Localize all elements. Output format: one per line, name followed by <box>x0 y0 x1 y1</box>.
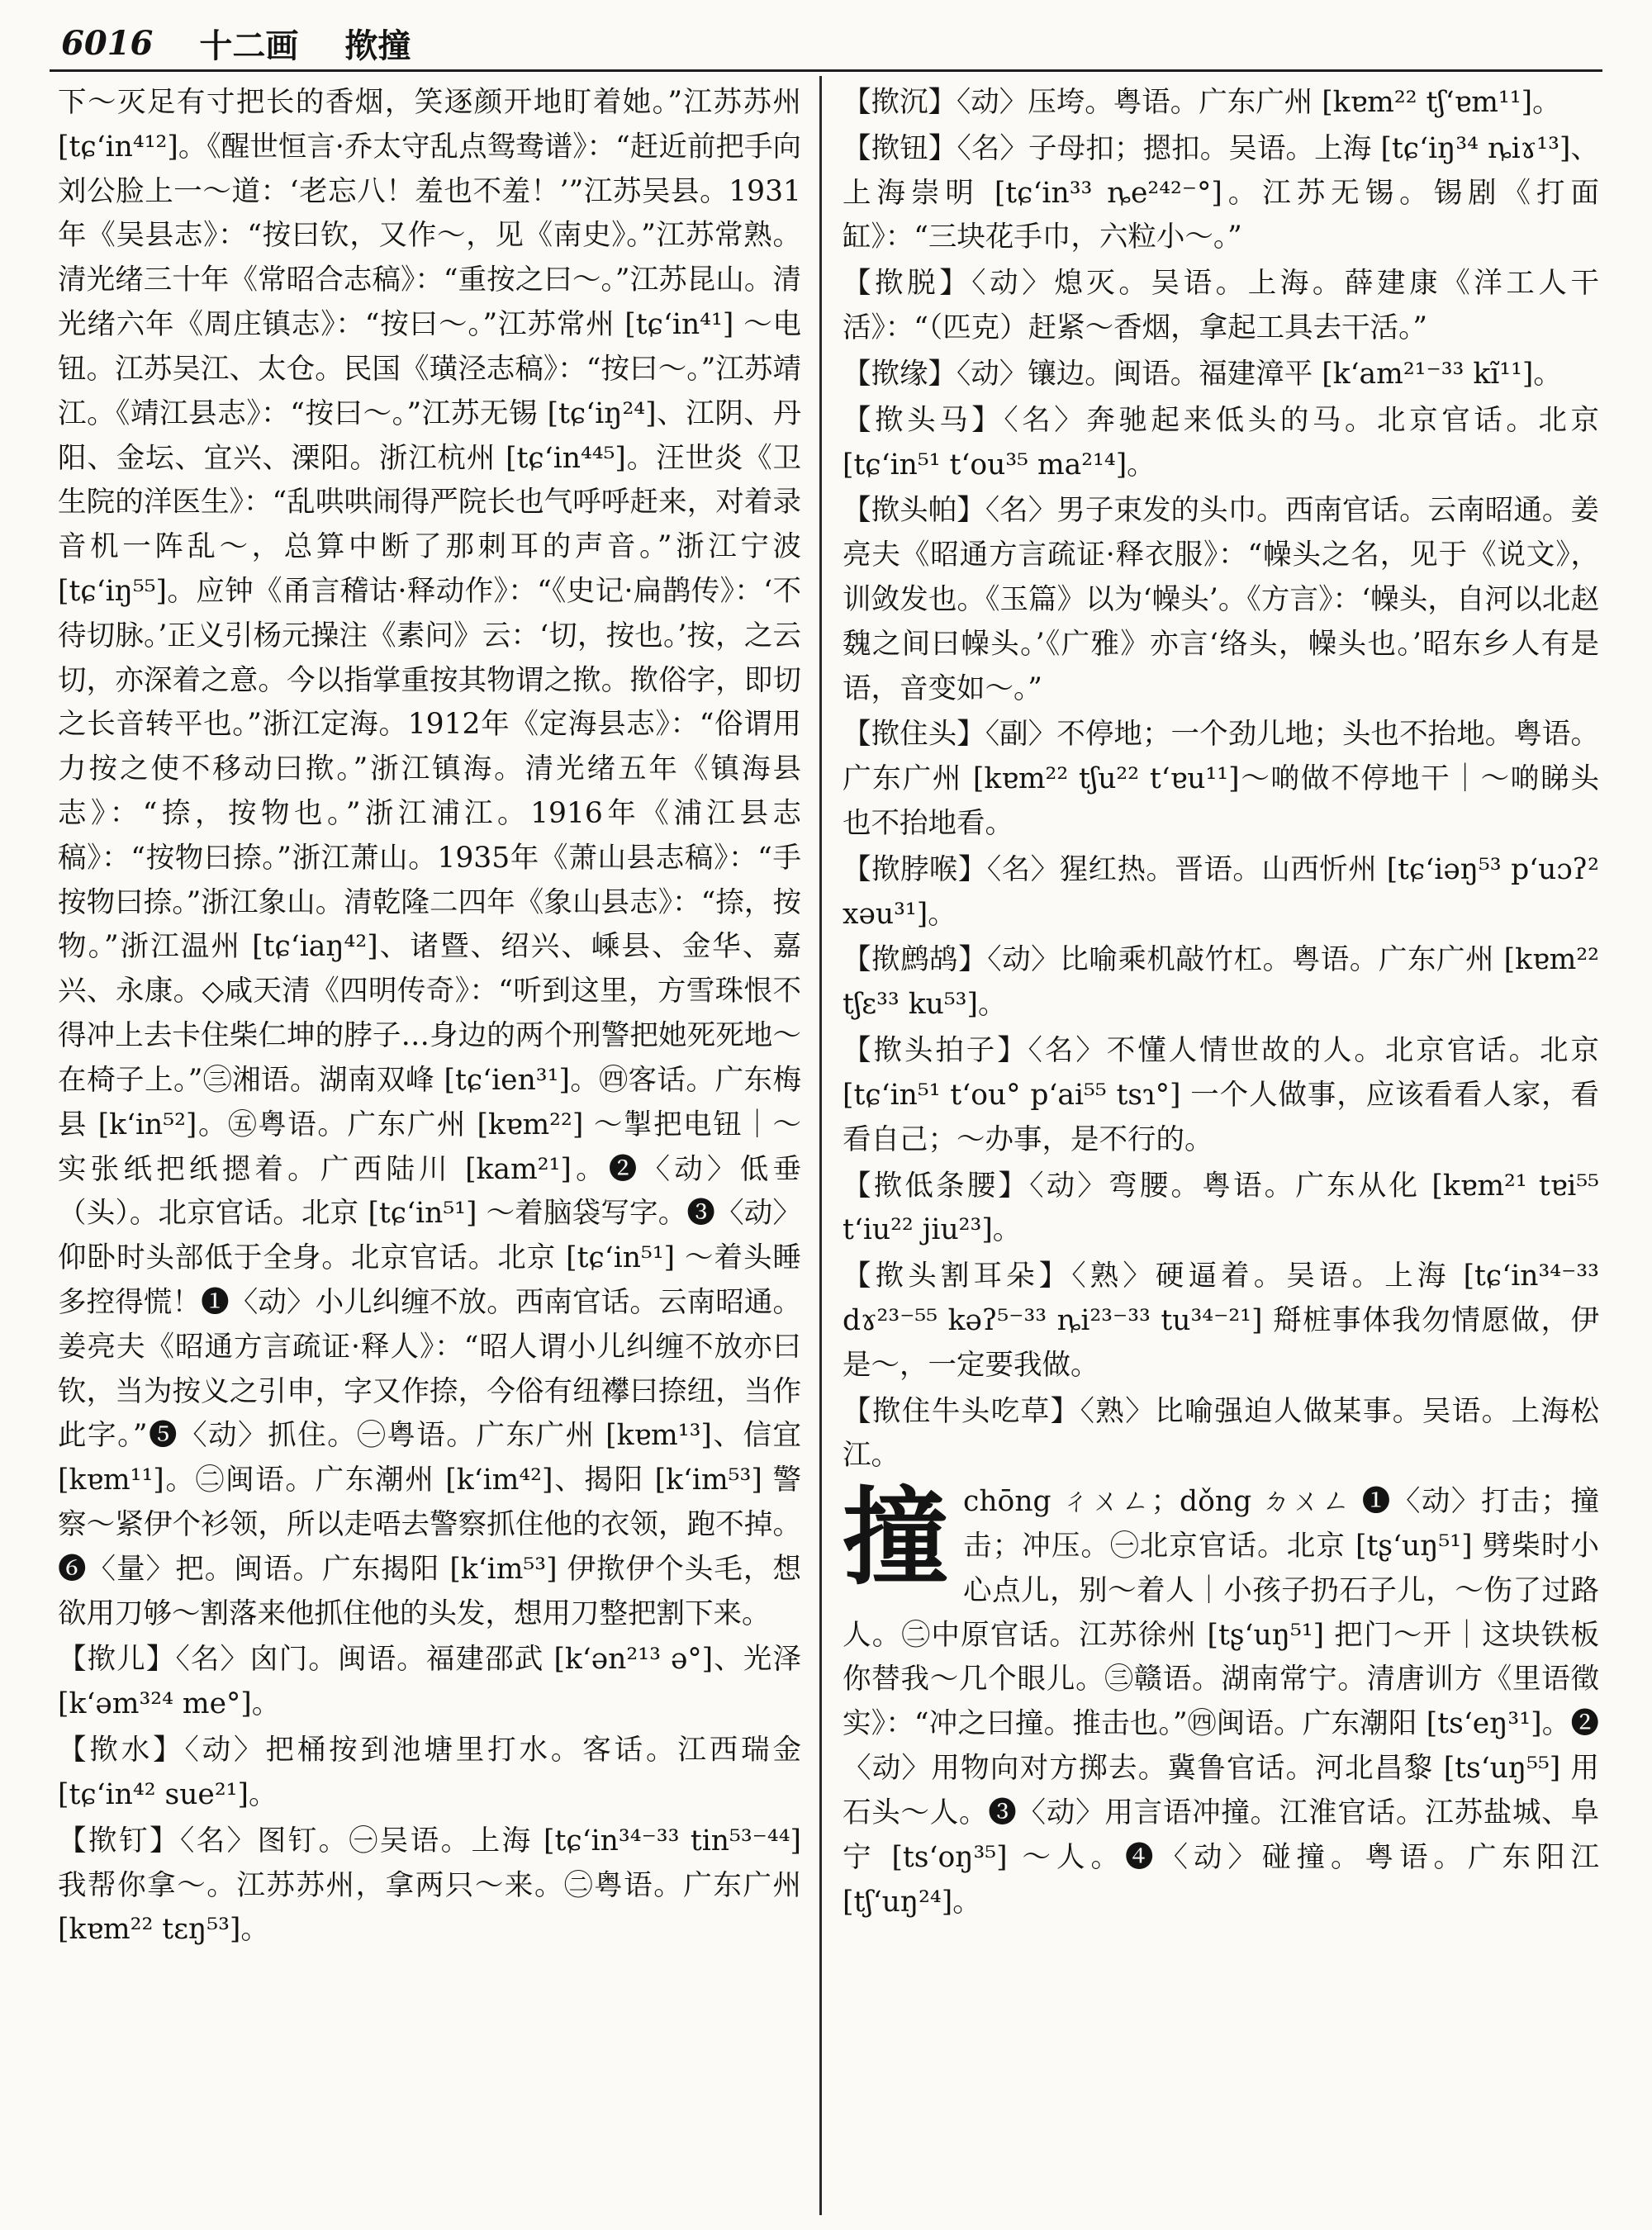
page-header <box>61 20 1597 66</box>
entry-qin-bo-hou: 【揿脖喉】〈名〉猩红热。晋语。山西忻州 [tɕʻiəŋ⁵³ pʻuɔʔ² xəu³¹]。 <box>843 852 1599 931</box>
header-characters: 揿撞 <box>344 26 411 65</box>
left-column <box>58 81 801 2217</box>
entry-qin-di-tiao-yao: 【揿低条腰】〈动〉弯腰。粤语。广东从化 [kɐm²¹ tɐi⁵⁵ tʻiu²² jiu²³]。 <box>843 1169 1599 1247</box>
column-divider <box>819 76 822 2215</box>
entry-qin-zhu-tou: 【揿住头】〈副〉不停地；一个劲儿地；头也不抬地。粤语。广东广州 [kɐm²² tʃu²² tʻɐu¹¹]～啲做不停地干｜～啲睇头也不抬地看。 <box>843 718 1599 840</box>
entry-continuation: 下～灭足有寸把长的香烟，笑逐颜开地盯着她。”江苏苏州 [tɕʻin⁴¹²]。《醒世恒言·乔太守乱点鸳鸯谱》：“赶近前把手向刘公脸上一～道：‘老忘八！羞也不羞！’”江苏吴县。1931年《吴县志》：“按曰钦，又作～，见《南史》。”江苏常熟。清光绪三十年《常昭合志稿》：“重按之曰～。”江苏昆山。清光绪六年《周庄镇志》：“按曰～。”江苏常州 [tɕʻin⁴¹] ～电钮。江苏吴江、太仓。民国《璜泾志稿》：“按曰～。”江苏靖江。《靖江县志》：“按曰～。”江苏无锡 [tɕʻiŋ²⁴]、江阴、丹阳、金坛、宜兴、溧阳。浙江杭州 [tɕʻin⁴⁴⁵]。汪世炎《卫生院的洋医生》：“乱哄哄闹得严院长也气呼呼赶来，对着录音机一阵乱～，总算中断了那刺耳的声音。”浙江宁波 [tɕʻiŋ⁵⁵]。应钟《甬言稽诂·释动作》：“《史记·扁鹊传》：‘不待切脉。’正义引杨元操注《素问》云：‘切，按也。’按，之云切，亦深着之意。今以指掌重按其物谓之揿。揿俗字，即切之长音转平也。”浙江定海。1912年《定海县志》：“俗谓用力按之使不移动曰揿。”浙江镇海。清光绪五年《镇海县志》：“捺，按物也。”浙江浦江。1916年《浦江县志稿》：“按物曰捺。”浙江萧山。1935年《萧山县志稿》：“手按物曰捺。”浙江象山。清乾隆二四年《象山县志》：“捺，按物。”浙江温州 [tɕʻiaŋ⁴²]、诸暨、绍兴、嵊县、金华、嘉兴、永康。◇咸天清《四明传奇》：“听到这里，方雪珠恨不得冲上去卡住柴仁坤的脖子…身边的两个刑警把她死死地～在椅子上。”㊂湘语。湖南双峰 [tɕʻien³¹]。㊃客话。广东梅县 [kʻin⁵²]。㊄粤语。广东广州 [kɐm²²] ～掣把电钮｜～实张纸把纸摁着。广西陆川 [kam²¹]。❷〈动〉低垂（头）。北京官话。北京 [tɕʻin⁵¹] ～着脑袋写字。❸〈动〉仰卧时头部低于全身。北京官话。北京 [tɕʻin⁵¹] ～着头睡多控得慌！❶〈动〉小儿纠缠不放。西南官话。云南昭通。姜亮夫《昭通方言疏证·释人》：“昭人谓小儿纠缠不放亦曰钦，当为按义之引申，字又作捺，今俗有纽襻曰捺纽，当作此字。”❺〈动〉抓住。㊀粤语。广东广州 [kɐm¹³]、信宜 [kɐm¹¹]。㊁闽语。广东潮州 [kʻim⁴²]、揭阳 [kʻim⁵³] 警察～紧伊个衫领，所以走唔去警察抓住他的衣领，跑不掉。❻〈量〉把。闽语。广东揭阳 [kʻim⁵³] 伊揿伊个头毛，想欲用刀够～割落来他抓住他的头发，想用刀整把割下来。 <box>58 86 801 1630</box>
entry-zhuang <box>843 1476 1599 1924</box>
entry-qin-zhu-niu-tou: 【揿住牛头吃草】〈熟〉比喻强迫人做某事。吴语。上海松江。 <box>843 1394 1599 1473</box>
entry-qin-tou-ma: 【揿头马】〈名〉奔驰起来低头的马。北京官话。北京 [tɕʻin⁵¹ tʻou³⁵ ma²¹⁴]。 <box>843 403 1599 482</box>
entry-qin-chen: 【揿沉】〈动〉压垮。粤语。广东广州 [kɐm²² tʃʻɐm¹¹]。 <box>843 86 1561 119</box>
right-column <box>843 81 1599 2217</box>
entry-qin-niu: 【揿钮】〈名〉子母扣；摁扣。吴语。上海 [tɕʻiŋ³⁴ ȵiɤ¹³]、上海崇明 [tɕʻin³³ ȵe²⁴²⁻°]。江苏无锡。锡剧《打面缸》：“三块花手巾，六粒小～。” <box>843 131 1599 254</box>
entry-qin-tou-pa: 【揿头帕】〈名〉男子束发的头巾。西南官话。云南昭通。姜亮夫《昭通方言疏证·释衣服》：“幧头之名，见于《说文》，训敛发也。《玉篇》以为‘幧头’。《方言》：‘幧头，自河以北赵魏之间曰幧头。’《广雅》亦言‘络头，幧头也。’昭东乡人有是语，音变如～。” <box>843 494 1599 705</box>
big-headword: 撞 <box>843 1476 949 1601</box>
entry-qin-shui: 【揿水】〈动〉把桶按到池塘里打水。客话。江西瑞金 [tɕʻin⁴² sue²¹]。 <box>58 1734 801 1811</box>
entry-qin-tou-ge-er-duo: 【揿头割耳朵】〈熟〉硬逼着。吴语。上海 [tɕʻin³⁴⁻³³ dɤ²³⁻⁵⁵ kəʔ⁵⁻³³ ȵi²³⁻³³ tu³⁴⁻²¹] 搿桩事体我勿情愿做，伊是～，一定要我做。 <box>843 1260 1599 1382</box>
stroke-count: 十二画 <box>199 26 299 65</box>
page-number: 6016 <box>61 23 154 63</box>
entry-qin-zhe-gu: 【揿鹧鸪】〈动〉比喻乘机敲竹杠。粤语。广东广州 [kɐm²² tʃɛ³³ ku⁵³]。 <box>843 943 1599 1022</box>
entry-qin-tuo: 【揿脱】〈动〉熄灭。吴语。上海。薛建康《洋工人干活》：“（匹克）赶紧～香烟，拿起工具去干活。” <box>843 267 1599 345</box>
entry-qin-tou-pai-zi: 【揿头拍子】〈名〉不懂人情世故的人。北京官话。北京 [tɕʻin⁵¹ tʻou° pʻai⁵⁵ tsɿ°] 一个人做事，应该看看人家，看看自己；～办事，是不行的。 <box>843 1034 1599 1156</box>
header-rule <box>50 69 1602 72</box>
entry-qin-er: 【揿儿】〈名〉囟门。闽语。福建邵武 [kʻən²¹³ ə°]、光泽 [kʻəm³²⁴ me°]。 <box>58 1643 801 1721</box>
entry-qin-ding: 【揿钉】〈名〉图钉。㊀吴语。上海 [tɕʻin³⁴⁻³³ tin⁵³⁻⁴⁴] 我帮你拿～。江苏苏州，拿两只～来。㊁粤语。广东广州 [kɐm²² tɛŋ⁵³]。 <box>58 1824 801 1947</box>
entry-zhuang-text: chōng ㄔㄨㄥ；dǒng ㄉㄨㄥ ❶〈动〉打击；撞击；冲压。㊀北京官话。北京 [tʂʻuŋ⁵¹] 劈柴时小心点儿，别～着人｜小孩子扔石子儿，～伤了过路人。㊁中原官话。江苏徐州 [tʂʻuŋ⁵¹] 把门～开｜这块铁板你替我～几个眼儿。㊂赣语。湖南常宁。清唐训方《里语徵实》：“冲之曰撞。推击也。”㊃闽语。广东潮阳 [tsʻeŋ³¹]。❷〈动〉用物向对方掷去。冀鲁官话。河北昌黎 [tsʻuŋ⁵⁵] 用石头～人。❸〈动〉用言语冲撞。江淮官话。江苏盐城、阜宁 [tsʻoŋ³⁵] ～人。❹〈动〉碰撞。粤语。广东阳江 [tʃʻuŋ²⁴]。 <box>843 1485 1599 1919</box>
entry-qin-yuan: 【揿缘】〈动〉镶边。闽语。福建漳平 [kʻam²¹⁻³³ kĩ¹¹]。 <box>843 357 1562 391</box>
